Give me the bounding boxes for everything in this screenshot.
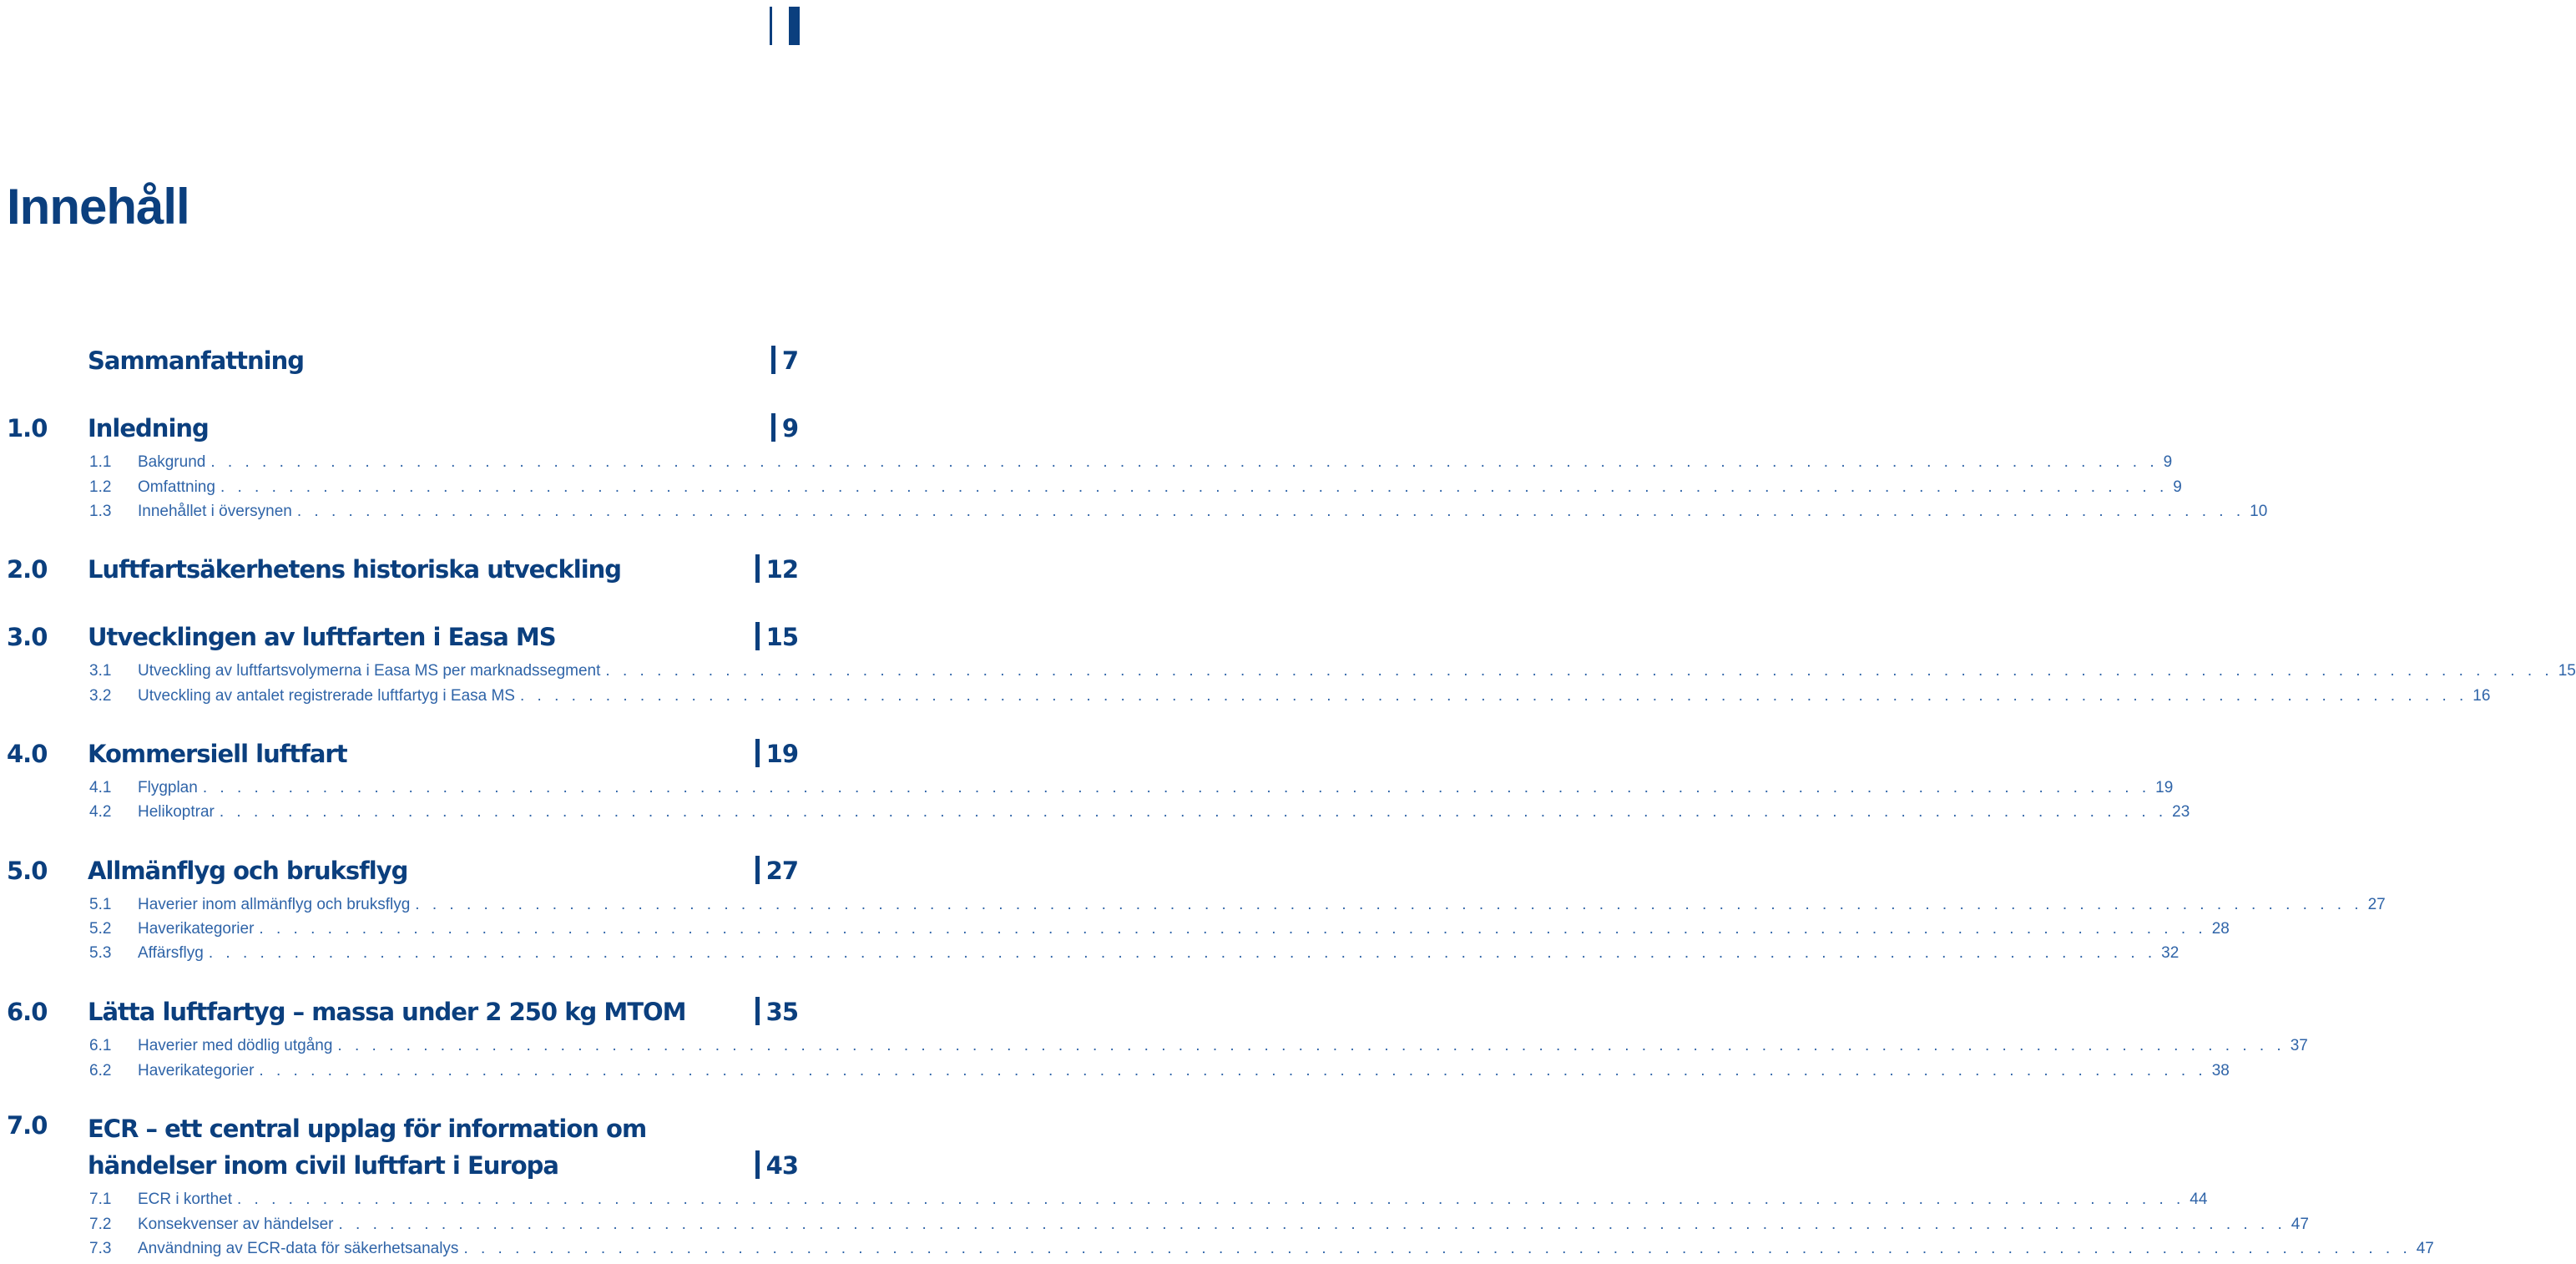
- section-page: 35: [755, 997, 798, 1025]
- section-page: 19: [755, 739, 798, 767]
- entry-title: ECR i korthet: [138, 1191, 232, 1208]
- entry-page: 44: [2190, 1191, 2208, 1208]
- entry-page: 9: [2173, 478, 2182, 496]
- toc-entry[interactable]: [89, 660, 2576, 682]
- section-page: 7: [771, 346, 798, 374]
- toc-entry[interactable]: [89, 685, 2491, 707]
- toc-entry[interactable]: [89, 918, 2230, 940]
- entry-page: 15: [2558, 662, 2576, 680]
- entry-number: 1.2: [89, 478, 112, 496]
- dot-leader: . . . . . . . . . . . . . . . . . . . . . . . . . . . . . . . . . . . . . . . . . . . . . . . . . . . . . . . . . . . . . . . . . . . . . . . . . . . . . . . . . . . . . . . . . . . . . . . . . . . . . . . . . . . . . . . . . .: [463, 1240, 2412, 1257]
- entry-number: 6.1: [89, 1037, 112, 1054]
- entry-number: 4.2: [89, 803, 112, 821]
- entry-page: 38: [2211, 1062, 2230, 1079]
- entry-number: 7.3: [89, 1240, 112, 1257]
- toc-entry[interactable]: [89, 452, 2173, 473]
- corner-thin-bar: [770, 7, 772, 45]
- dot-leader: . . . . . . . . . . . . . . . . . . . . . . . . . . . . . . . . . . . . . . . . . . . . . . . . . . . . . . . . . . . . . . . . . . . . . . . . . . . . . . . . . . . . . . . . . . . . . . . . . . . . . . . . . . . . . . . . . .: [259, 920, 2207, 938]
- entry-page: 37: [2290, 1037, 2308, 1054]
- entry-title: Flygplan: [138, 779, 198, 796]
- section-number: 7.0: [7, 1111, 48, 1140]
- toc-entry[interactable]: [89, 501, 2268, 523]
- entry-page: 47: [2291, 1216, 2309, 1233]
- section-title: Sammanfattning: [88, 346, 305, 375]
- section-title: ECR – ett central upplag för information om händelser inom civil luftfart i Europa: [88, 1115, 647, 1180]
- dot-leader: . . . . . . . . . . . . . . . . . . . . . . . . . . . . . . . . . . . . . . . . . . . . . . . . . . . . . . . . . . . . . . . . . . . . . . . . . . . . . . . . . . . . . . . . . . . . . . . . . . . . . . . . . . . . . . . . . .: [236, 1191, 2185, 1208]
- section-number: 2.0: [7, 555, 48, 584]
- section-title: Luftfartsäkerhetens historiska utveckling: [88, 555, 622, 584]
- section-number: 5.0: [7, 857, 48, 885]
- entry-page: 28: [2211, 920, 2230, 938]
- entry-page: 19: [2155, 779, 2174, 796]
- toc-entry[interactable]: [89, 894, 2386, 916]
- entry-page: 47: [2416, 1240, 2434, 1257]
- entry-number: 5.2: [89, 920, 112, 938]
- section-title: Utvecklingen av luftfarten i Easa MS: [88, 623, 556, 651]
- entry-page: 32: [2161, 944, 2179, 962]
- entry-title: Innehållet i översynen: [138, 503, 292, 520]
- entry-number: 1.3: [89, 503, 112, 520]
- entry-page: 27: [2367, 896, 2386, 913]
- page-title: Innehåll: [7, 179, 189, 235]
- entry-number: 6.2: [89, 1062, 112, 1079]
- dot-leader: . . . . . . . . . . . . . . . . . . . . . . . . . . . . . . . . . . . . . . . . . . . . . . . . . . . . . . . . . . . . . . . . . . . . . . . . . . . . . . . . . . . . . . . . . . . . . . . . . . . . . . . . . . . . . . . . . .: [259, 1062, 2207, 1079]
- section-title: Kommersiell luftfart: [88, 740, 347, 768]
- toc-entry[interactable]: [89, 777, 2174, 799]
- dot-leader: . . . . . . . . . . . . . . . . . . . . . . . . . . . . . . . . . . . . . . . . . . . . . . . . . . . . . . . . . . . . . . . . . . . . . . . . . . . . . . . . . . . . . . . . . . . . . . . . . . . . . . . . . . . . . . . . . .: [202, 779, 2151, 796]
- entry-title: Haverier med dödlig utgång: [138, 1037, 333, 1054]
- entry-title: Användning av ECR-data för säkerhetsanalys: [138, 1240, 459, 1257]
- toc-entry[interactable]: [89, 1060, 2230, 1082]
- entry-number: 3.2: [89, 687, 112, 705]
- entry-title: Haverikategorier: [138, 1062, 255, 1079]
- entry-number: 5.1: [89, 896, 112, 913]
- section-title: Allmänflyg och bruksflyg: [88, 857, 408, 885]
- toc-entry[interactable]: [89, 801, 2190, 823]
- section-title: Lätta luftfartyg – massa under 2 250 kg MTOM: [88, 998, 686, 1026]
- toc-entry[interactable]: [89, 1238, 2434, 1260]
- dot-leader: . . . . . . . . . . . . . . . . . . . . . . . . . . . . . . . . . . . . . . . . . . . . . . . . . . . . . . . . . . . . . . . . . . . . . . . . . . . . . . . . . . . . . . . . . . . . . . . . . . . . . . . . . . . . . . . . . .: [337, 1037, 2286, 1054]
- entry-number: 3.1: [89, 662, 112, 680]
- entry-page: 23: [2172, 803, 2190, 821]
- corner-thick-bar: [789, 7, 800, 45]
- entry-title: Utveckling av luftfartsvolymerna i Easa MS per marknadssegment: [138, 662, 601, 680]
- dot-leader: . . . . . . . . . . . . . . . . . . . . . . . . . . . . . . . . . . . . . . . . . . . . . . . . . . . . . . . . . . . . . . . . . . . . . . . . . . . . . . . . . . . . . . . . . . . . . . . . . . . . . . . . . . . . . . . . . .: [415, 896, 2363, 913]
- dot-leader: . . . . . . . . . . . . . . . . . . . . . . . . . . . . . . . . . . . . . . . . . . . . . . . . . . . . . . . . . . . . . . . . . . . . . . . . . . . . . . . . . . . . . . . . . . . . . . . . . . . . . . . . . . . . . . . . . .: [338, 1216, 2286, 1233]
- entry-title: Omfattning: [138, 478, 215, 496]
- section-title: Inledning: [88, 414, 209, 442]
- entry-number: 5.3: [89, 944, 112, 962]
- entry-number: 7.2: [89, 1216, 112, 1233]
- dot-leader: . . . . . . . . . . . . . . . . . . . . . . . . . . . . . . . . . . . . . . . . . . . . . . . . . . . . . . . . . . . . . . . . . . . . . . . . . . . . . . . . . . . . . . . . . . . . . . . . . . . . . . . . . . . . . . . . . .: [605, 662, 2553, 680]
- entry-page: 16: [2472, 687, 2491, 705]
- section-page: 12: [755, 554, 798, 583]
- entry-title: Konsekvenser av händelser: [138, 1216, 334, 1233]
- dot-leader: . . . . . . . . . . . . . . . . . . . . . . . . . . . . . . . . . . . . . . . . . . . . . . . . . . . . . . . . . . . . . . . . . . . . . . . . . . . . . . . . . . . . . . . . . . . . . . . . . . . . . . . . . . . . . . . . . .: [519, 687, 2468, 705]
- toc-entry[interactable]: [89, 477, 2182, 498]
- dot-leader: . . . . . . . . . . . . . . . . . . . . . . . . . . . . . . . . . . . . . . . . . . . . . . . . . . . . . . . . . . . . . . . . . . . . . . . . . . . . . . . . . . . . . . . . . . . . . . . . . . . . . . . . . . . . . . . . . .: [210, 453, 2159, 471]
- dot-leader: . . . . . . . . . . . . . . . . . . . . . . . . . . . . . . . . . . . . . . . . . . . . . . . . . . . . . . . . . . . . . . . . . . . . . . . . . . . . . . . . . . . . . . . . . . . . . . . . . . . . . . . . . . . . . . . . . .: [220, 478, 2169, 496]
- entry-page: 9: [2163, 453, 2173, 471]
- dot-leader: . . . . . . . . . . . . . . . . . . . . . . . . . . . . . . . . . . . . . . . . . . . . . . . . . . . . . . . . . . . . . . . . . . . . . . . . . . . . . . . . . . . . . . . . . . . . . . . . . . . . . . . . . . . . . . . . . .: [296, 503, 2245, 520]
- entry-title: Haverier inom allmänflyg och bruksflyg: [138, 896, 411, 913]
- entry-title: Bakgrund: [138, 453, 206, 471]
- toc-entry[interactable]: [89, 1035, 2308, 1057]
- dot-leader: . . . . . . . . . . . . . . . . . . . . . . . . . . . . . . . . . . . . . . . . . . . . . . . . . . . . . . . . . . . . . . . . . . . . . . . . . . . . . . . . . . . . . . . . . . . . . . . . . . . . . . . . . . . . . . . . . .: [208, 944, 2157, 962]
- entry-number: 7.1: [89, 1191, 112, 1208]
- section-page: 9: [771, 413, 798, 442]
- entry-title: Affärsflyg: [138, 944, 204, 962]
- entry-number: 4.1: [89, 779, 112, 796]
- toc-entry[interactable]: [89, 1189, 2208, 1211]
- section-page: 43: [755, 1150, 798, 1179]
- entry-title: Haverikategorier: [138, 920, 255, 938]
- section-page: 27: [755, 856, 798, 884]
- section-number: 3.0: [7, 623, 48, 651]
- entry-title: Helikoptrar: [138, 803, 215, 821]
- dot-leader: . . . . . . . . . . . . . . . . . . . . . . . . . . . . . . . . . . . . . . . . . . . . . . . . . . . . . . . . . . . . . . . . . . . . . . . . . . . . . . . . . . . . . . . . . . . . . . . . . . . . . . . . . . . . . . . . . .: [219, 803, 2168, 821]
- section-number: 6.0: [7, 998, 48, 1026]
- toc-entry[interactable]: [89, 1214, 2309, 1236]
- toc-entry[interactable]: [89, 943, 2179, 964]
- entry-title: Utveckling av antalet registrerade luftfartyg i Easa MS: [138, 687, 515, 705]
- section-number: 4.0: [7, 740, 48, 768]
- section-page: 15: [755, 622, 798, 650]
- section-number: 1.0: [7, 414, 48, 442]
- entry-page: 10: [2250, 503, 2268, 520]
- entry-number: 1.1: [89, 453, 112, 471]
